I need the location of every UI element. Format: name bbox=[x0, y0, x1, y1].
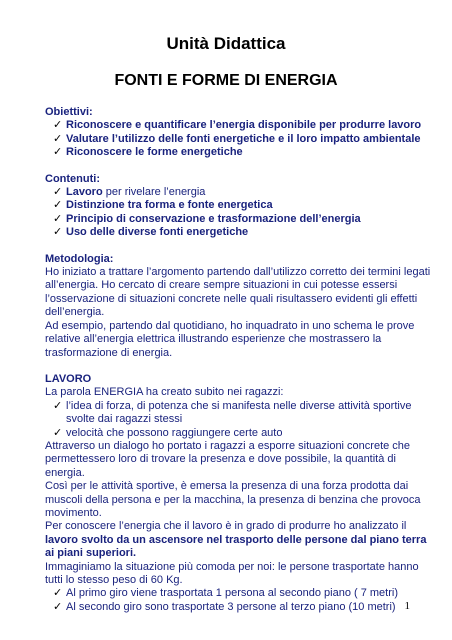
obiettivo-text: Valutare l’utilizzo delle fonti energetiche e il loro impatto ambientale bbox=[66, 132, 421, 145]
contenuto-item bbox=[53, 199, 435, 212]
lavoro-paragraph bbox=[45, 520, 435, 560]
metodologia-heading: Metodologia: bbox=[45, 252, 114, 265]
check-icon: ✓ bbox=[53, 199, 63, 212]
lavoro-bullet bbox=[53, 400, 435, 427]
check-icon: ✓ bbox=[53, 587, 63, 600]
check-icon: ✓ bbox=[53, 226, 63, 239]
obiettivi-heading: Obiettivi: bbox=[45, 106, 93, 118]
obiettivo-text: Riconoscere e quantificare l’energia disponibile per produrre lavoro bbox=[66, 119, 422, 132]
check-icon: ✓ bbox=[53, 426, 63, 439]
check-icon: ✓ bbox=[53, 212, 63, 225]
lavoro-bullet bbox=[53, 427, 435, 440]
obiettivo-item bbox=[53, 133, 435, 146]
contenuto-item bbox=[53, 213, 435, 226]
obiettivo-item bbox=[53, 119, 435, 132]
contenuto-text: per rivelare l’energia bbox=[102, 186, 206, 199]
check-icon: ✓ bbox=[53, 186, 63, 199]
lavoro-bullet-text: velocità che possono raggiungere certe auto bbox=[66, 426, 283, 439]
trip-item bbox=[53, 587, 435, 600]
metodologia-paragraph: Ad esempio, partendo dal quotidiano, ho inquadrato in uno schema le prove relative all’energia elettrica illustrando esperienze che mostrassero la trasformazione di energia. bbox=[45, 319, 415, 359]
check-icon: ✓ bbox=[53, 119, 63, 132]
trip-text: Al secondo giro sono trasportate 3 persone al terzo piano (10 metri) bbox=[66, 600, 396, 613]
obiettivo-item bbox=[53, 146, 435, 159]
contenuto-text: Principio di conservazione e trasformazione dell’energia bbox=[66, 212, 361, 225]
page-number: 1 bbox=[404, 600, 410, 612]
check-icon: ✓ bbox=[53, 399, 63, 412]
page-subtitle: FONTI E FORME DI ENERGIA bbox=[114, 72, 338, 89]
contenuti-heading: Contenuti: bbox=[45, 172, 100, 185]
lavoro-paragraph: Attraverso un dialogo ho portato i ragazzi a esporre situazioni concrete che permettessero loro di trovare la presenza e dove possibile, la quantità di energia. bbox=[45, 439, 411, 479]
lavoro-p3-bold: lavoro svolto da un ascensore nel trasporto delle persone dal piano terra ai piani superiori. bbox=[45, 533, 427, 560]
lavoro-p3-text: Per conoscere l’energia che il lavoro è in grado di produrre ho analizzato il bbox=[45, 520, 407, 533]
lavoro-heading: LAVORO bbox=[45, 372, 92, 385]
contenuto-bold-text: Lavoro bbox=[66, 186, 103, 199]
check-icon: ✓ bbox=[53, 132, 63, 145]
contenuto-text: Distinzione tra forma e fonte energetica bbox=[66, 199, 273, 212]
check-icon: ✓ bbox=[53, 146, 63, 159]
metodologia-paragraph: Ho iniziato a trattare l’argomento partendo dall’utilizzo corretto dei termini legati all’energia. Ho cercato di creare sempre situazioni in cui potesse essersi l’osservazione di situazioni concrete nelle quali risultassero evidenti gli effetti dell’energia. bbox=[45, 266, 431, 319]
lavoro-paragraph: Così per le attività sportive, è emersa la presenza di una forza prodotta dai muscoli della persona e per la macchina, la presenza di benzina che provoca movimento. bbox=[45, 480, 421, 519]
contenuto-item bbox=[53, 226, 435, 239]
trip-item bbox=[53, 601, 435, 614]
lavoro-paragraph: Immaginiamo la situazione più comoda per noi: le persone trasportate hanno tutti lo stesso peso di 60 Kg. bbox=[45, 560, 419, 586]
lavoro-intro: La parola ENERGIA ha creato subito nei ragazzi: bbox=[45, 386, 284, 399]
contenuto-text: Uso delle diverse fonti energetiche bbox=[66, 226, 249, 239]
lavoro-bullet-text: l’idea di forza, di potenza che si manifesta nelle diverse attività sportive svolte dai ragazzi stessi bbox=[66, 399, 412, 426]
page-title: Unità Didattica bbox=[166, 34, 286, 53]
trip-text: Al primo giro viene trasportata 1 persona al secondo piano ( 7 metri) bbox=[66, 587, 399, 600]
obiettivo-text: Riconoscere le forme energetiche bbox=[66, 146, 243, 159]
document-body bbox=[45, 106, 435, 614]
contenuto-item bbox=[53, 186, 435, 199]
check-icon: ✓ bbox=[53, 600, 63, 613]
